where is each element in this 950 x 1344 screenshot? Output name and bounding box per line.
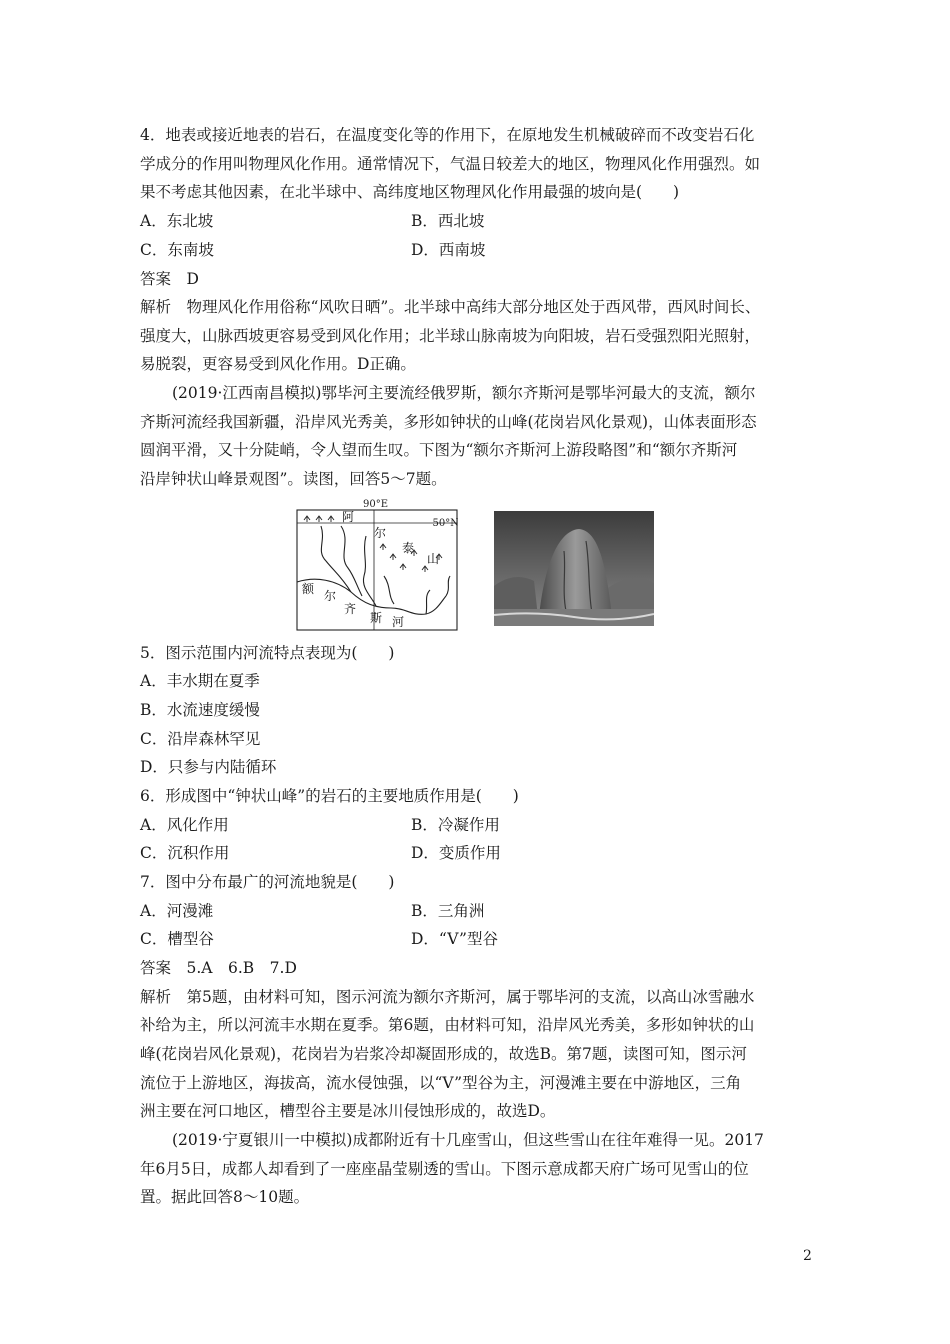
analysis57-line-1: 解析 第5题，由材料可知，图示河流为额尔齐斯河，属于鄂毕河的支流，以高山冰雪融水 [140,988,755,1006]
intro2-line-3: 置。据此回答8～10题。 [140,1188,310,1206]
q4-analysis-line-2: 强度大，山脉西坡更容易受到风化作用；北半球山脉南坡为向阳坡，岩石受强烈阳光照射， [140,327,761,345]
analysis57-line-2: 补给为主，所以河流丰水期在夏季。第6题，由材料可知，沿岸风光秀美，多形如钟状的山 [140,1016,755,1034]
analysis57-line-5: 洲主要在河口地区，槽型谷主要是冰川侵蚀形成的，故选D。 [140,1102,556,1120]
q4-analysis-line-3: 易脱裂，更容易受到风化作用。D正确。 [140,355,416,373]
q4-analysis-line-1: 解析 物理风化作用俗称“风吹日晒”。北半球中高纬大部分地区处于西风带，西风时间长、 [140,298,761,316]
map-char-4: 山 [427,552,440,566]
analysis57-line-3: 峰(花岗岩风化景观)，花岗岩为岩浆冷却凝固形成的，故选B。第7题，读图可知，图示河 [140,1045,747,1063]
bell-peak-photo [494,511,654,626]
q6-option-b: B．冷凝作用 [411,816,500,834]
q6-stem: 6．形成图中“钟状山峰”的岩石的主要地质作用是( ) [140,787,519,805]
page-number: 2 [803,1248,812,1264]
intro1-line-3: 圆润平滑，又十分陡峭，令人望而生叹。下图为“额尔齐斯河上游段略图”和“额尔齐斯河 [140,441,738,459]
q6-option-d: D．变质作用 [411,844,501,862]
q5-option-b: B．水流速度缓慢 [140,701,260,719]
map-char-2: 尔 [374,526,387,540]
q4-stem-line-2: 学成分的作用叫物理风化作用。通常情况下，气温日较差大的地区，物理风化作用强烈。如 [140,155,761,173]
intro2-line-2: 年6月5日，成都人却看到了一座座晶莹剔透的雪山。下图示意成都天府广场可见雪山的位 [140,1160,749,1178]
q4-option-c: C．东南坡 [140,241,214,259]
map-char-7: 齐 [344,602,357,616]
q7-stem: 7．图中分布最广的河流地貌是( ) [140,873,395,891]
q4-option-d: D．西南坡 [411,241,486,259]
q4-stem-line-1: 4．地表或接近地表的岩石，在温度变化等的作用下，在原地发生机械破碎而不改变岩石化 [140,126,755,144]
q7-option-c: C．槽型谷 [140,930,214,948]
intro1-line-1: (2019·江西南昌模拟)鄂毕河主要流经俄罗斯，额尔齐斯河是鄂毕河最大的支流，额尔 [172,384,756,402]
q5-option-c: C．沿岸森林罕见 [140,730,261,748]
q7-option-a: A．河漫滩 [140,902,214,920]
q5-option-a: A．丰水期在夏季 [140,672,260,690]
river-sketch-map [296,496,458,632]
lat-label: 50°N [432,518,458,529]
map-char-8: 斯 [370,611,383,625]
lon-label: 90°E [363,499,389,510]
q4-option-b: B．西北坡 [411,212,485,230]
q5-stem: 5．图示范围内河流特点表现为( ) [140,644,395,662]
q5-option-d: D．只参与内陆循环 [140,758,277,776]
intro1-line-4: 沿岸钟状山峰景观图”。读图，回答5～7题。 [140,470,447,488]
intro1-line-2: 齐斯河流经我国新疆，沿岸风光秀美，多形如钟状的山峰(花岗岩风化景观)，山体表面形态 [140,413,757,431]
analysis57-line-4: 流位于上游地区，海拔高，流水侵蚀强，以“V”型谷为主，河漫滩主要在中游地区，三角 [140,1074,742,1092]
q6-option-a: A．风化作用 [140,816,229,834]
answers-5-7: 答案 5.A 6.B 7.D [140,959,297,977]
map-char-6: 尔 [324,589,337,603]
q6-option-c: C．沉积作用 [140,844,230,862]
q4-answer: 答案 D [140,270,199,288]
q4-stem-line-3: 果不考虑其他因素，在北半球中、高纬度地区物理风化作用最强的坡向是( ) [140,183,680,201]
map-char-1: 阿 [342,510,355,524]
q4-option-a: A．东北坡 [140,212,214,230]
map-char-5: 额 [302,582,315,596]
q7-option-b: B．三角洲 [411,902,485,920]
map-char-9: 河 [392,615,405,629]
q7-option-d: D．“V”型谷 [411,930,498,948]
map-char-3: 泰 [402,541,415,555]
intro2-line-1: (2019·宁夏银川一中模拟)成都附近有十几座雪山，但这些雪山在往年难得一见。2017 [172,1131,764,1149]
